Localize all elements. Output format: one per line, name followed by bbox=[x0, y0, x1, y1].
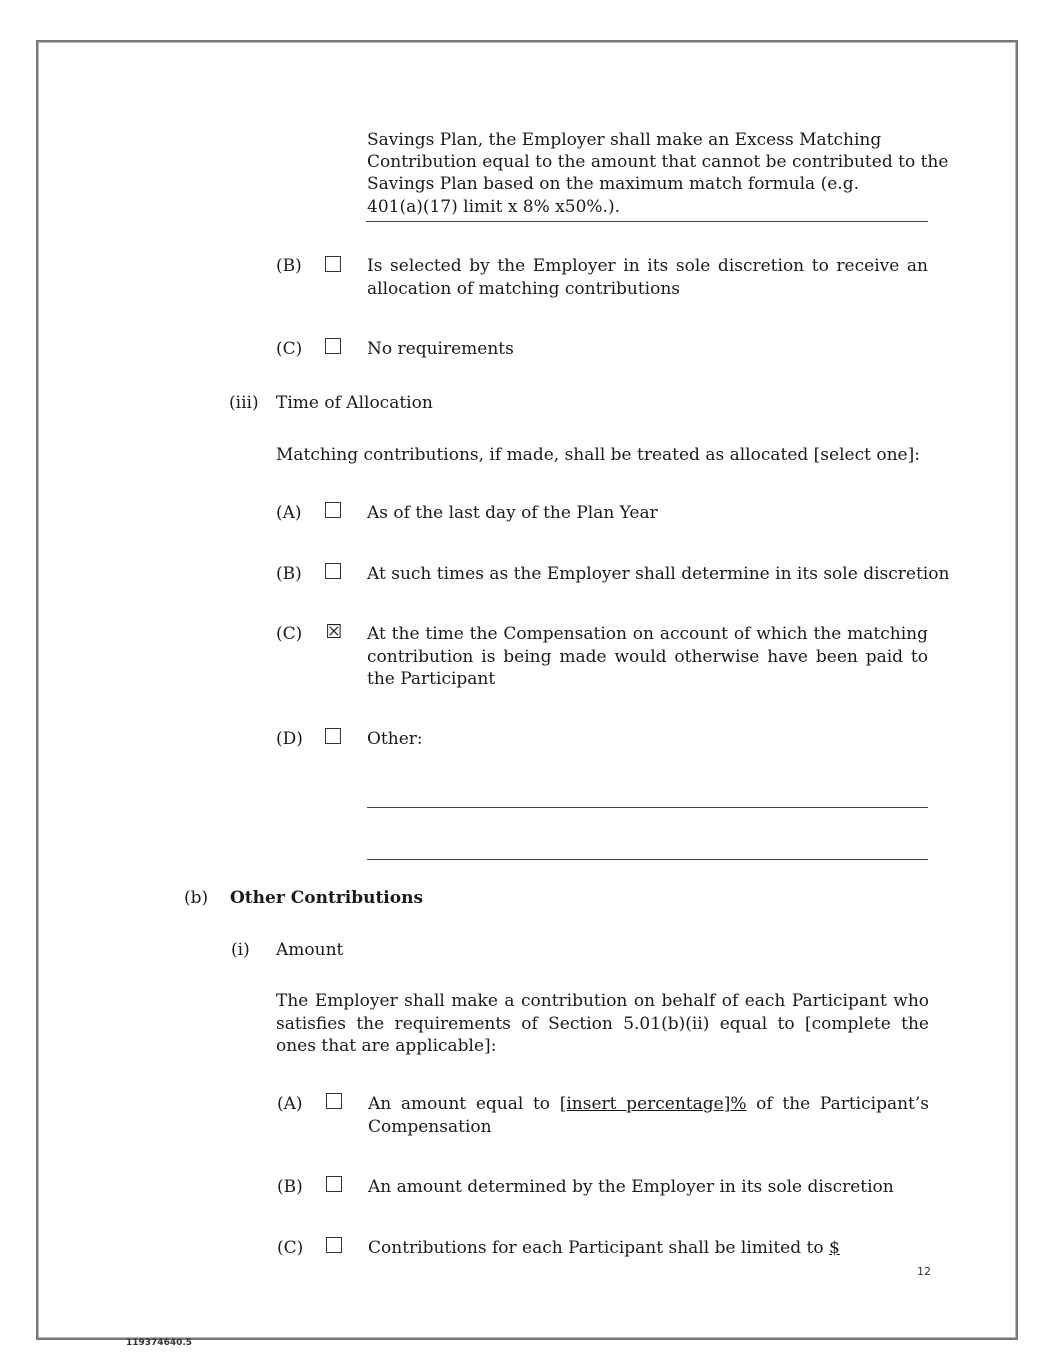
other-blank-line-1[interactable] bbox=[367, 807, 928, 808]
amount-text: The Employer shall make a contribution on behalf of each Participant who satisfies the requirements of Section 5.01(b)(ii) equal to [complete the ones that are applicable]: bbox=[276, 991, 929, 1056]
contribution-option-a-label: (A) bbox=[277, 1094, 303, 1114]
other-contributions-heading: Other Contributions bbox=[230, 888, 424, 908]
requirement-option-b-checkbox[interactable] bbox=[325, 256, 341, 272]
insert-percentage-field[interactable]: [insert percentage]% bbox=[559, 1094, 747, 1114]
contribution-option-c-label: (C) bbox=[277, 1238, 304, 1258]
allocation-option-a-checkbox[interactable] bbox=[325, 502, 341, 518]
allocation-option-d-checkbox[interactable] bbox=[325, 728, 341, 744]
allocation-option-d-text: Other: bbox=[367, 729, 423, 749]
intro-underline bbox=[366, 221, 928, 222]
time-of-allocation-instruction: Matching contributions, if made, shall be treated as allocated [select one]: bbox=[276, 445, 920, 465]
allocation-option-a-label: (A) bbox=[276, 503, 302, 523]
allocation-option-c-label: (C) bbox=[276, 624, 303, 644]
allocation-option-c-checkbox-checked[interactable]: ☒ bbox=[325, 620, 343, 643]
contribution-option-b-text: An amount determined by the Employer in its sole discretion bbox=[368, 1177, 894, 1197]
contribution-option-a-text-after: of the Participant’s Compensation bbox=[368, 1094, 930, 1137]
requirement-option-b-label: (B) bbox=[276, 256, 302, 276]
requirement-option-c-label: (C) bbox=[276, 339, 303, 359]
contribution-option-c-text bbox=[368, 1237, 901, 1260]
allocation-option-c-text: At the time the Compensation on account of which the matching contribution is being made would otherwise have been paid to the Participant bbox=[367, 624, 928, 689]
requirement-option-c-text: No requirements bbox=[367, 339, 514, 359]
allocation-option-d-label: (D) bbox=[276, 729, 303, 749]
contribution-option-a-checkbox[interactable] bbox=[326, 1093, 342, 1109]
other-contributions-label: (b) bbox=[184, 888, 209, 908]
page-number: 12 bbox=[917, 1265, 931, 1278]
allocation-option-a-text: As of the last day of the Plan Year bbox=[367, 503, 658, 523]
intro-line-4: 401(a)(17) limit x 8% x50%.). bbox=[367, 197, 620, 217]
contribution-option-a-text-before: An amount equal to bbox=[368, 1094, 560, 1114]
allocation-option-b-checkbox[interactable] bbox=[325, 563, 341, 579]
allocation-option-b-label: (B) bbox=[276, 564, 302, 584]
amount-number: (i) bbox=[231, 940, 250, 960]
time-of-allocation-heading: Time of Allocation bbox=[276, 393, 433, 413]
document-id: 119374640.5 bbox=[126, 1338, 193, 1348]
contribution-option-c-checkbox[interactable] bbox=[326, 1237, 342, 1253]
intro-line-1: Savings Plan, the Employer shall make an Excess Matching bbox=[367, 130, 882, 150]
allocation-option-b-text: At such times as the Employer shall determine in its sole discretion bbox=[367, 564, 950, 584]
contribution-limit-field[interactable]: $ bbox=[829, 1238, 840, 1258]
contribution-option-b-checkbox[interactable] bbox=[326, 1176, 342, 1192]
intro-line-2: Contribution equal to the amount that cannot be contributed to the bbox=[367, 152, 949, 172]
requirement-option-c-checkbox[interactable] bbox=[325, 338, 341, 354]
requirement-option-b-text: Is selected by the Employer in its sole discretion to receive an allocation of matching contributions bbox=[367, 256, 928, 299]
contribution-option-b-label: (B) bbox=[277, 1177, 303, 1197]
contribution-option-c-text-before: Contributions for each Participant shall be limited to bbox=[368, 1238, 830, 1258]
other-blank-line-2[interactable] bbox=[367, 859, 928, 860]
contribution-option-a-text bbox=[368, 1093, 929, 1138]
intro-line-3: Savings Plan based on the maximum match formula (e.g. bbox=[367, 174, 859, 194]
amount-heading: Amount bbox=[276, 940, 344, 960]
time-of-allocation-number: (iii) bbox=[229, 393, 259, 413]
